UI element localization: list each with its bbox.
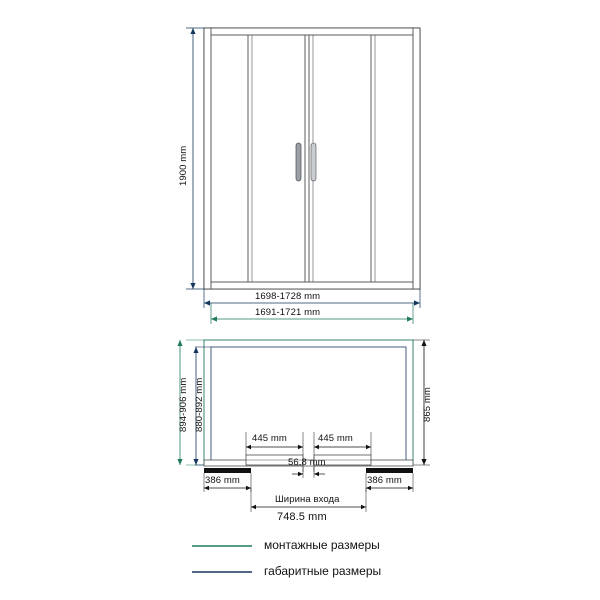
front-inner-width-label: 1691-1721 mm [255,307,321,318]
center-gap-label: 56.8 mm [288,457,326,468]
entry-width-value: 748.5 mm [277,511,327,523]
top-depth-inner-label: 880-892 mm [194,377,205,432]
panel-left-label: 445 mm [252,433,287,444]
rail-right-label: 386 mm [367,475,402,486]
legend-item-mounting: монтажные размеры [264,538,380,552]
front-outer-width-label: 1698-1728 mm [255,291,321,302]
rail-left-label: 386 mm [205,475,240,486]
entry-width-title: Ширина входа [275,494,340,505]
top-depth-outer-label: 894-906 mm [178,377,189,432]
legend-group [192,546,252,572]
front-view-group [186,28,420,324]
panel-right-label: 445 mm [318,433,353,444]
top-right-depth-label: 865 mm [422,387,433,422]
legend-item-overall: габаритные размеры [264,564,382,578]
top-view-group [177,340,430,512]
front-height-label: 1900 mm [178,145,189,186]
